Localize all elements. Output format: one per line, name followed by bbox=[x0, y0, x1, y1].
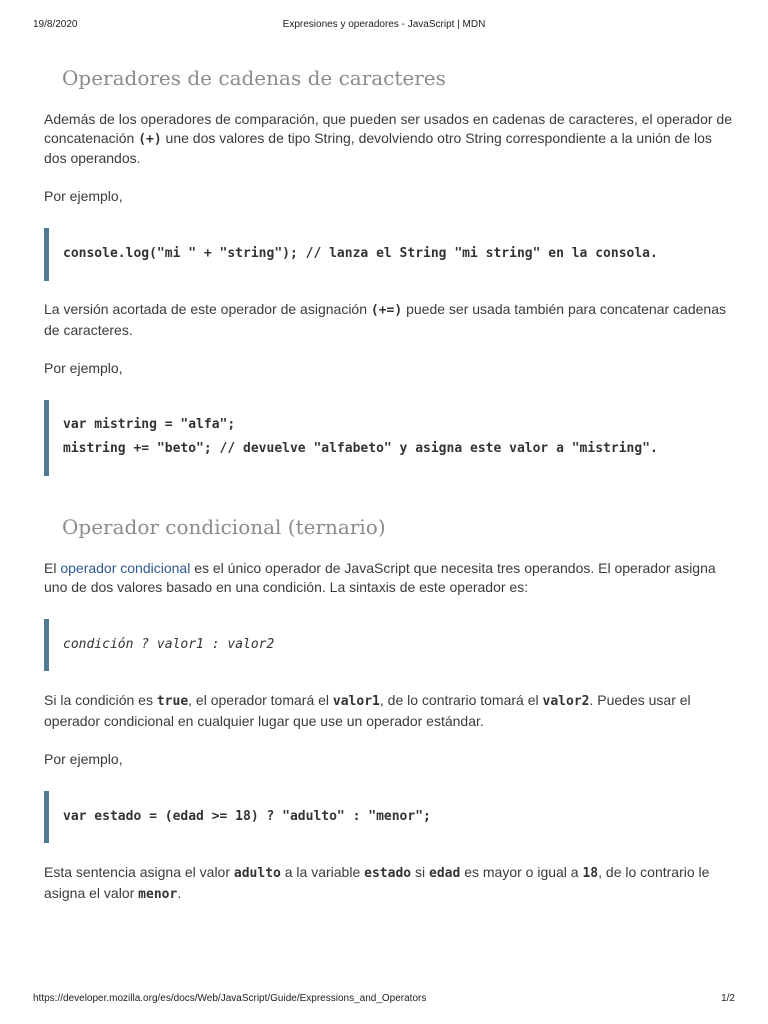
code-line: console.log("mi " + "string"); // lanza el String "mi string" en la consola. bbox=[63, 246, 658, 261]
section-heading-string-operators: Operadores de cadenas de caracteres bbox=[62, 66, 446, 90]
print-date: 19/8/2020 bbox=[33, 19, 78, 30]
print-page-title: Expresiones y operadores - JavaScript | MDN bbox=[282, 19, 486, 30]
inline-code-menor: menor bbox=[138, 886, 178, 902]
text: es mayor o igual a bbox=[460, 864, 583, 880]
section-heading-conditional-operator: Operador condicional (ternario) bbox=[62, 515, 386, 539]
inline-code-valor2: valor2 bbox=[542, 694, 590, 709]
conditional-operator-link[interactable]: operador condicional bbox=[60, 560, 191, 576]
text: a la variable bbox=[280, 864, 365, 880]
text: Además de los operadores de comparación, que pueden ser usados en cadenas de caracteres, el operador de concatenación bbox=[44, 111, 733, 146]
code-line: var mistring = "alfa"; bbox=[63, 417, 236, 432]
inline-code-valor1: valor1 bbox=[332, 694, 380, 709]
code-block-syntax bbox=[44, 619, 734, 671]
text: . bbox=[177, 884, 182, 901]
text: Esta sentencia asigna el valor bbox=[44, 864, 234, 880]
text: . Puedes usar el operador condicional en cualquier lugar que use un operador estándar. bbox=[44, 692, 691, 729]
code-line: condición ? valor1 : valor2 bbox=[63, 637, 275, 652]
code-block-console-log bbox=[44, 228, 734, 281]
inline-code-edad: edad bbox=[429, 866, 461, 881]
inline-code-adulto: adulto bbox=[233, 866, 281, 881]
text: es el único operador de JavaScript que necesita tres operandos. El operador asigna uno de dos valores basado en una condición. La sintaxis de este operador es: bbox=[44, 560, 716, 595]
text: , de lo contrario tomará el bbox=[379, 692, 543, 708]
text: , el operador tomará el bbox=[188, 692, 333, 708]
conditional-operator-paragraph bbox=[44, 559, 734, 596]
text: Si la condición es bbox=[44, 692, 157, 708]
example-label: Por ejemplo, bbox=[44, 188, 123, 204]
print-url: https://developer.mozilla.org/es/docs/Web/JavaScript/Guide/Expressions_and_Operators bbox=[33, 993, 427, 1004]
code-block-mistring bbox=[44, 400, 734, 476]
inline-code-plus: (+) bbox=[138, 131, 162, 147]
code-block-estado bbox=[44, 791, 734, 843]
example-label: Por ejemplo, bbox=[44, 360, 123, 376]
text: une dos valores de tipo String, devolviendo otro String correspondiente a la unión de los dos operandos. bbox=[44, 129, 712, 166]
code-line: mistring += "beto"; // devuelve "alfabeto" y asigna este valor a "mistring". bbox=[63, 441, 658, 456]
inline-code-18: 18 bbox=[582, 866, 599, 881]
estado-explanation-paragraph bbox=[44, 863, 734, 904]
inline-code-plus-equals: (+=) bbox=[370, 303, 403, 318]
inline-code-estado: estado bbox=[364, 866, 412, 881]
text: si bbox=[411, 864, 429, 880]
string-operators-paragraph bbox=[44, 110, 734, 168]
page-number: 1/2 bbox=[721, 993, 735, 1004]
text: El bbox=[44, 560, 61, 576]
inline-code-true: true bbox=[156, 694, 189, 709]
conditional-explanation-paragraph bbox=[44, 691, 734, 730]
text: La versión acortada de este operador de asignación bbox=[44, 301, 371, 317]
code-line: var estado = (edad >= 18) ? "adulto" : "menor"; bbox=[63, 809, 431, 824]
shorthand-assignment-paragraph bbox=[44, 300, 734, 339]
example-label: Por ejemplo, bbox=[44, 751, 123, 767]
text: puede ser usada también para concatenar cadenas de caracteres. bbox=[44, 301, 726, 338]
text: , de lo contrario le asigna el valor bbox=[44, 864, 710, 901]
